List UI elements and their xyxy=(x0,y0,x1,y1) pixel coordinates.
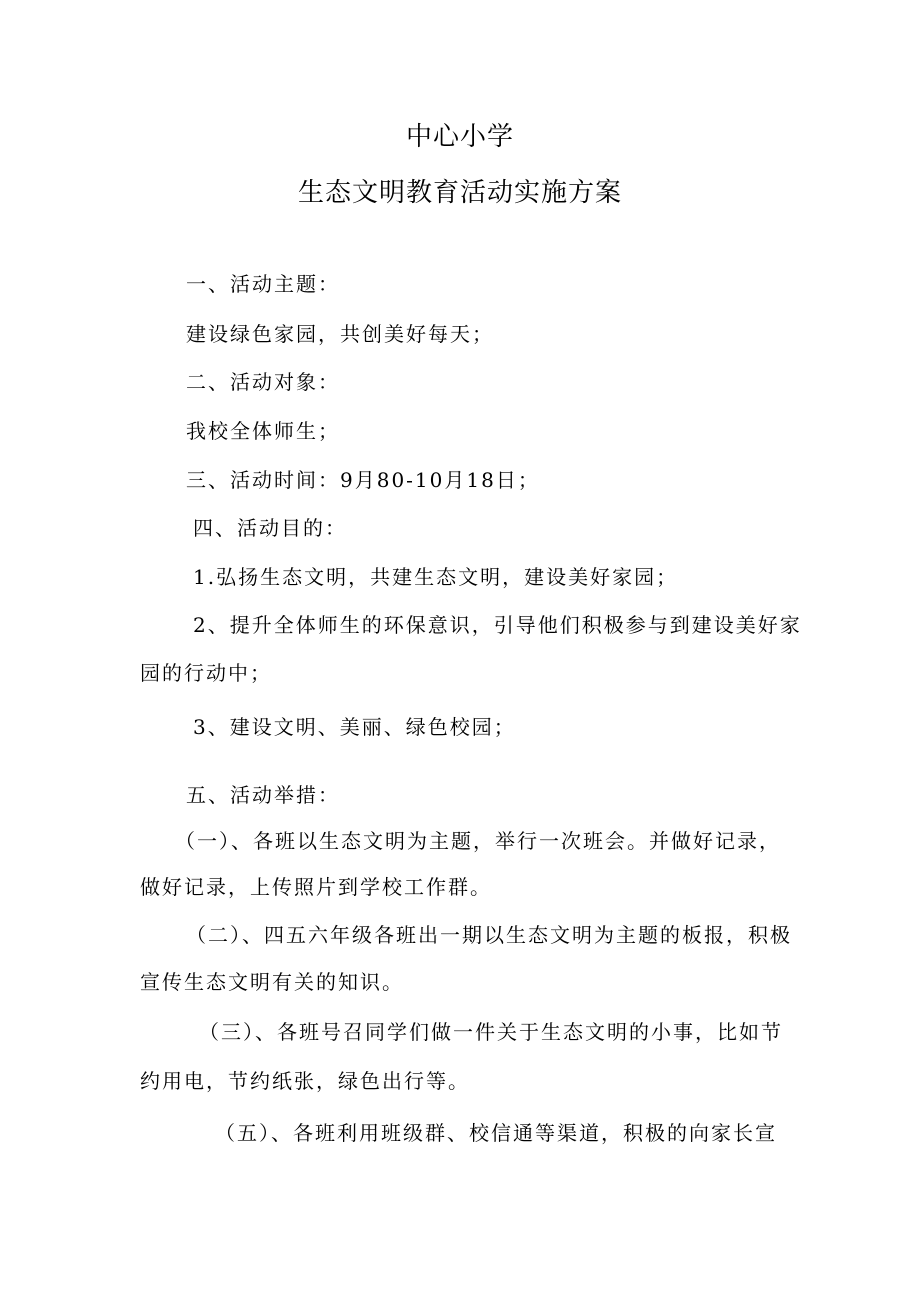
paragraph-line: 做好记录，上传照片到学校工作群。 xyxy=(140,875,492,899)
section-heading-purpose: 四、活动目的： xyxy=(193,516,347,540)
paragraph-line: （二）、四五六年级各班出一期以生态文明为主题的板报，积极 xyxy=(186,923,792,947)
paragraph-line: 1.弘扬生态文明，共建生态文明，建设美好家园； xyxy=(193,565,679,589)
paragraph-line: 2、提升全体师生的环保意识，引导他们积极参与到建设美好家 xyxy=(193,613,802,637)
paragraph-line: （一）、各班以生态文明为主题，举行一次班会。并做好记录， xyxy=(175,829,781,853)
section-heading-theme: 一、活动主题： xyxy=(186,272,340,296)
paragraph-line: 宣传生态文明有关的知识。 xyxy=(140,970,404,994)
section-heading-audience: 二、活动对象： xyxy=(186,370,340,394)
paragraph-line: 3、建设文明、美丽、绿色校园； xyxy=(193,715,516,739)
section-heading-time: 三、活动时间：9月80-10月18日； xyxy=(186,468,540,492)
paragraph-line: （三）、各班号召同学们做一件关于生态文明的小事，比如节 xyxy=(199,1020,783,1044)
document-title-school: 中心小学 xyxy=(405,122,514,152)
paragraph-line: 园的行动中； xyxy=(140,661,272,685)
paragraph-line: （五）、各班利用班级群、校信通等渠道，积极的向家长宣 xyxy=(215,1121,777,1145)
paragraph-line: 我校全体师生； xyxy=(186,419,340,443)
paragraph-line: 建设绿色家园，共创美好每天； xyxy=(186,322,494,346)
paragraph-line: 约用电，节约纸张，绿色出行等。 xyxy=(140,1069,470,1093)
section-heading-measures: 五、活动举措： xyxy=(186,783,340,807)
document-title-plan: 生态文明教育活动实施方案 xyxy=(297,178,622,208)
